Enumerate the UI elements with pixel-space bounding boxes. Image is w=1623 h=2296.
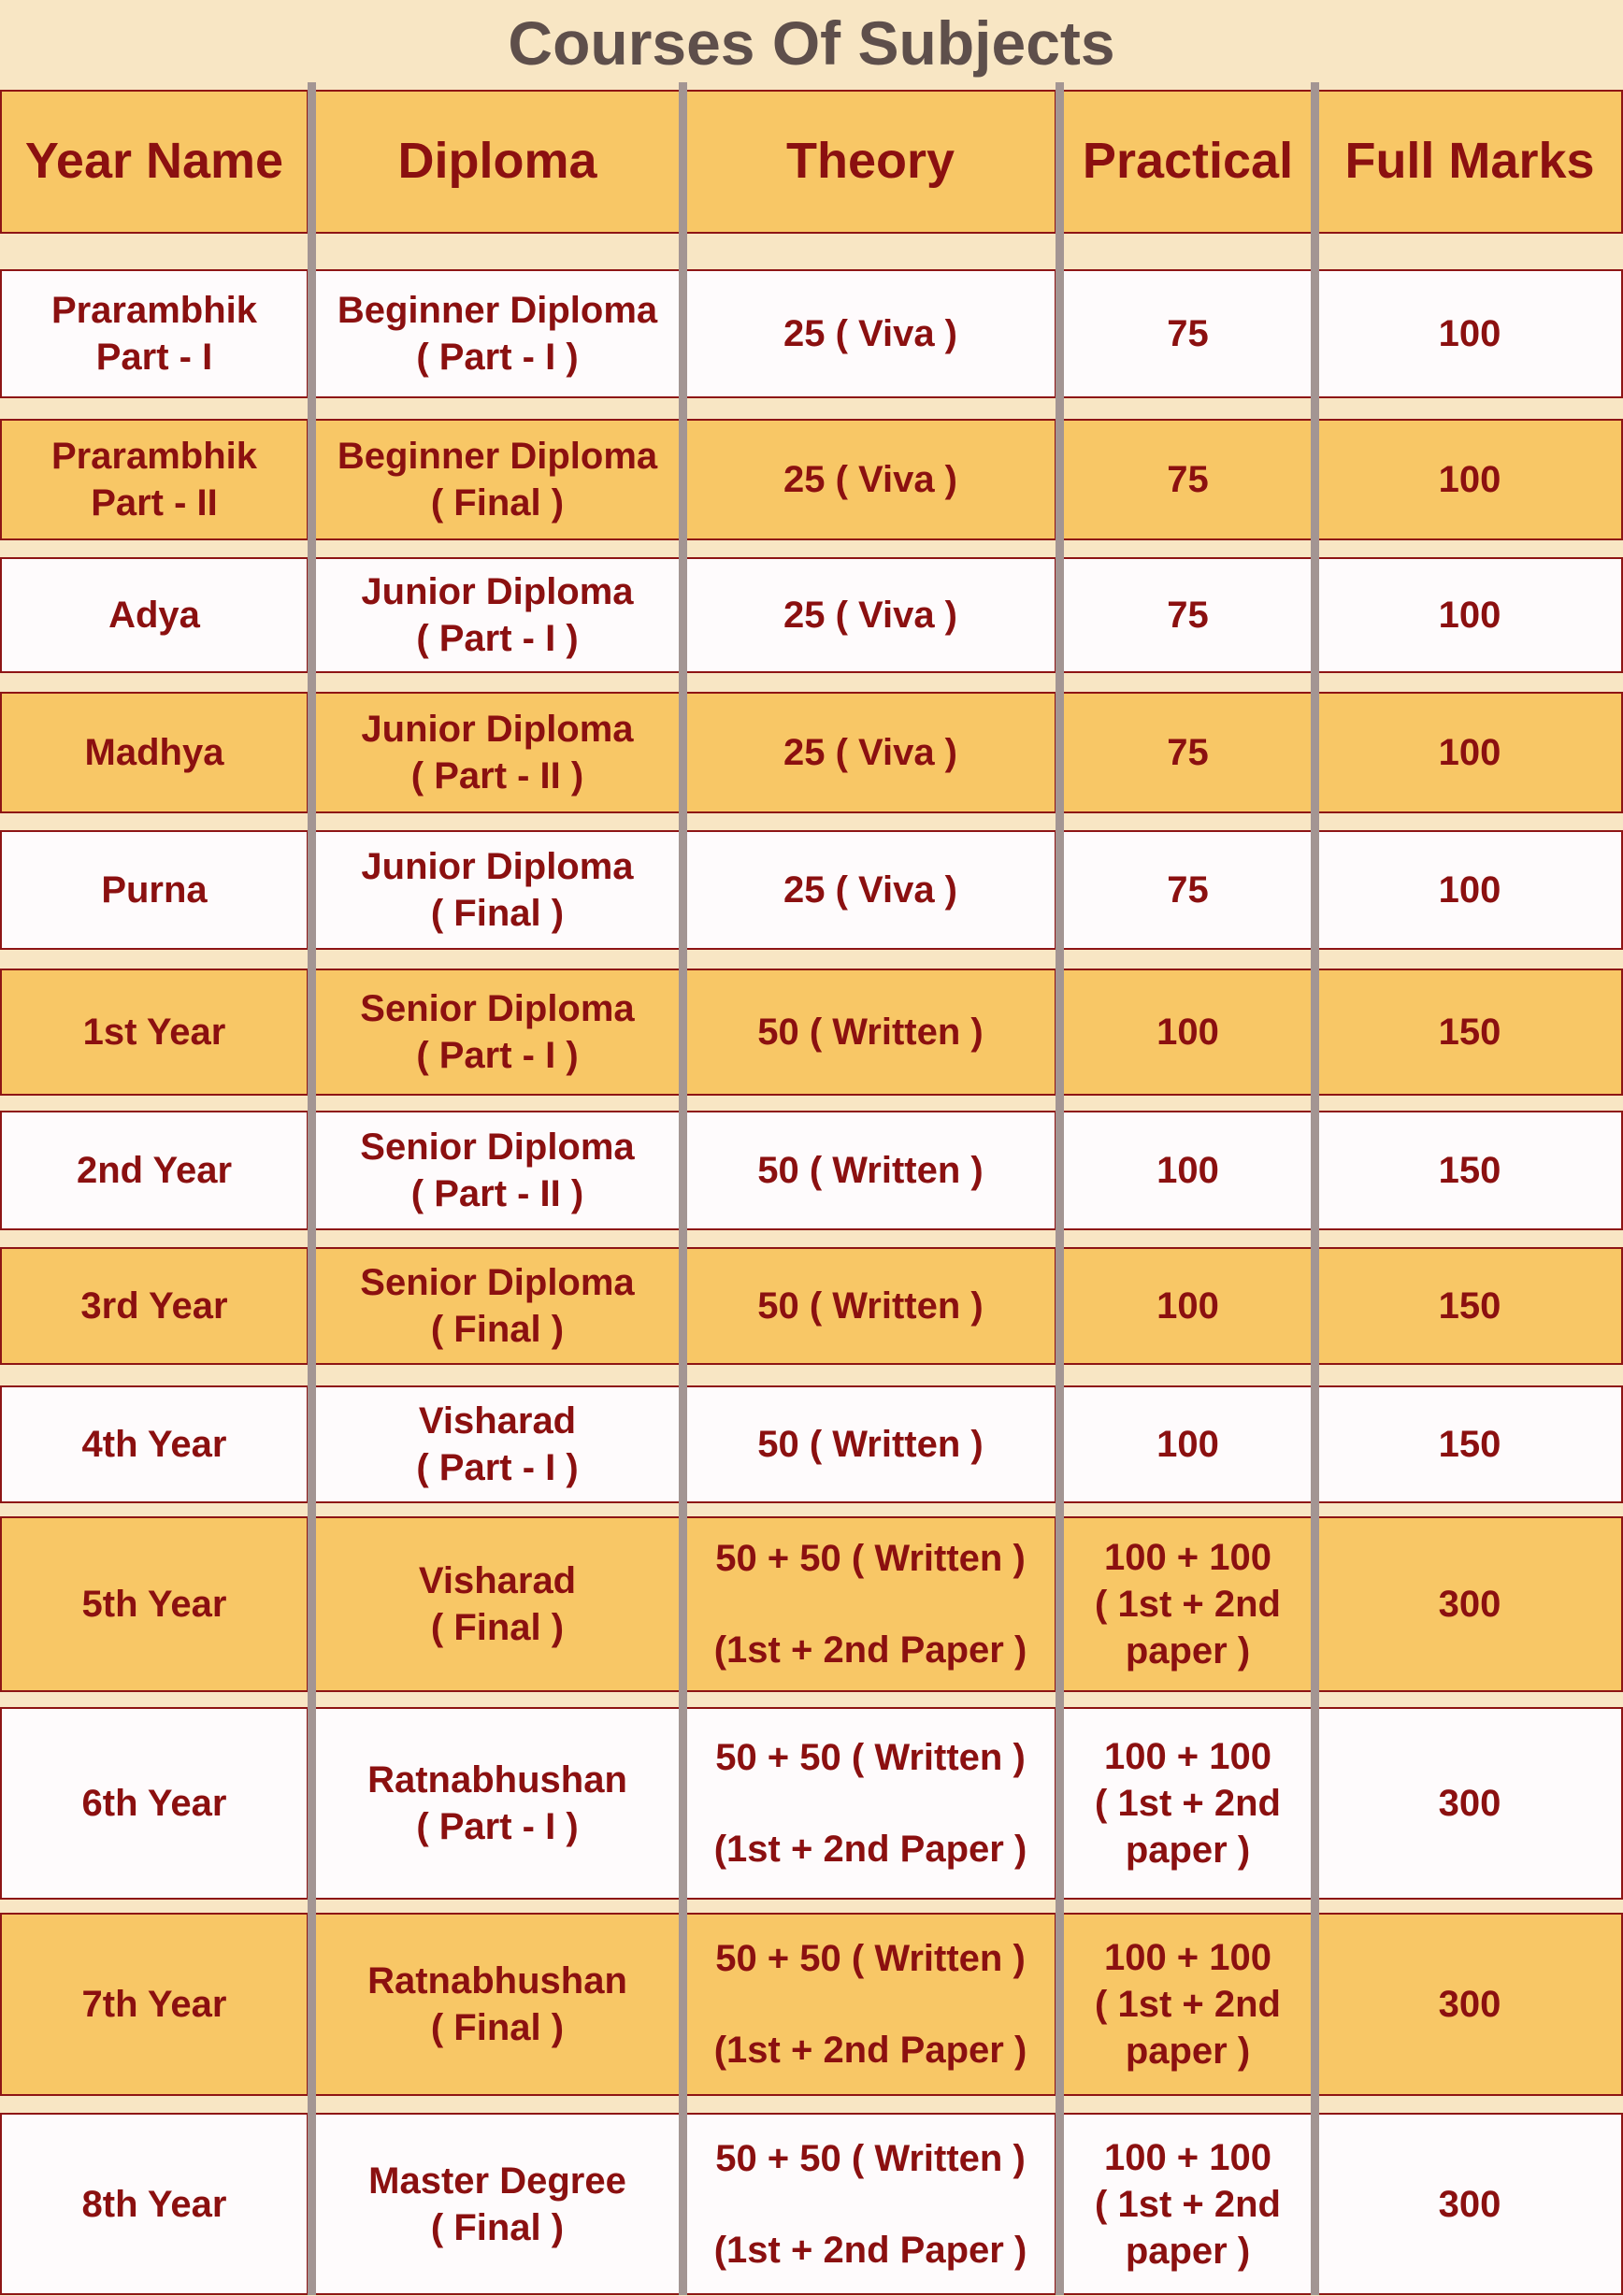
cell-theory-text: 50 + 50 ( Written ) (1st + 2nd Paper ) (713, 1538, 1027, 1671)
cell-diploma (314, 269, 681, 398)
cell-theory-text: 50 + 50 ( Written ) (1st + 2nd Paper ) (713, 2137, 1027, 2271)
page-title: Courses Of Subjects (508, 8, 1115, 78)
cell-practical (1061, 1913, 1314, 2096)
cell-year-text: 6th Year (81, 1783, 227, 1824)
cell-full-marks (1316, 830, 1623, 950)
cell-theory (684, 557, 1056, 673)
cell-year-text: Madhya (84, 732, 224, 773)
cell-practical-text: 75 (1167, 313, 1209, 354)
cell-theory (684, 419, 1056, 540)
cell-year-text: 5th Year (81, 1584, 227, 1625)
cell-diploma-text: Junior Diploma ( Part - I ) (361, 571, 634, 659)
cell-diploma-text: Junior Diploma ( Final ) (361, 846, 634, 934)
cell-practical-text: 100 + 100 ( 1st + 2nd paper ) (1095, 1736, 1281, 1871)
cell-practical-text: 100 (1156, 1285, 1219, 1327)
cell-year-text: 3rd Year (80, 1285, 228, 1327)
cell-diploma-text: Junior Diploma ( Part - II ) (361, 709, 634, 796)
cell-practical (1061, 1707, 1314, 1900)
cell-practical-text: 100 + 100 ( 1st + 2nd paper ) (1095, 1537, 1281, 1672)
cell-year (0, 830, 309, 950)
cell-full-marks (1316, 1385, 1623, 1503)
cell-year-text: 2nd Year (76, 1150, 233, 1191)
cell-theory-text: 50 ( Written ) (757, 1150, 984, 1191)
cell-full-marks-text: 100 (1438, 869, 1501, 911)
cell-theory-text: 25 ( Viva ) (783, 459, 958, 500)
cell-theory (684, 1385, 1056, 1503)
cell-theory (684, 1707, 1056, 1900)
cell-theory-text: 25 ( Viva ) (783, 869, 958, 911)
cell-full-marks-text: 300 (1438, 1584, 1501, 1625)
cell-year (0, 1913, 309, 2096)
cell-theory-text: 25 ( Viva ) (783, 595, 958, 636)
cell-practical (1061, 1111, 1314, 1230)
cell-year-text: 4th Year (81, 1424, 227, 1465)
cell-full-marks-text: 150 (1438, 1012, 1501, 1053)
cell-year (0, 557, 309, 673)
header-practical-text: Practical (1082, 133, 1294, 190)
cell-practical-text: 100 (1156, 1150, 1219, 1191)
cell-theory (684, 1247, 1056, 1365)
cell-practical (1061, 969, 1314, 1096)
cell-practical-text: 75 (1167, 732, 1209, 773)
cell-diploma (314, 419, 681, 540)
cell-year (0, 692, 309, 813)
cell-full-marks (1316, 1707, 1623, 1900)
cell-full-marks-text: 100 (1438, 459, 1501, 500)
cell-diploma-text: Visharad ( Final ) (418, 1560, 577, 1648)
cell-theory (684, 2113, 1056, 2295)
cell-full-marks-text: 300 (1438, 1783, 1501, 1824)
cell-theory (684, 830, 1056, 950)
cell-full-marks-text: 150 (1438, 1285, 1501, 1327)
header-theory-text: Theory (785, 133, 955, 190)
cell-practical-text: 75 (1167, 459, 1209, 500)
header-full-marks-text: Full Marks (1344, 133, 1595, 190)
cell-year-text: Adya (108, 595, 200, 636)
cell-year-text: 7th Year (81, 1984, 227, 2025)
cell-full-marks-text: 300 (1438, 2183, 1501, 2225)
column-divider (1056, 82, 1064, 2295)
cell-theory-text: 50 + 50 ( Written ) (1st + 2nd Paper ) (713, 1737, 1027, 1870)
cell-year (0, 1111, 309, 1230)
cell-diploma-text: Ratnabhushan ( Part - I ) (367, 1759, 627, 1847)
cell-diploma (314, 1707, 681, 1900)
cell-full-marks-text: 100 (1438, 595, 1501, 636)
cell-full-marks (1316, 1247, 1623, 1365)
header-full-marks (1316, 90, 1623, 234)
cell-diploma-text: Master Degree ( Final ) (368, 2160, 626, 2248)
header-theory (684, 90, 1056, 234)
cell-practical (1061, 2113, 1314, 2295)
cell-theory (684, 1913, 1056, 2096)
header-diploma-text: Diploma (397, 133, 597, 190)
cell-year (0, 2113, 309, 2295)
column-divider (308, 82, 316, 2295)
header-diploma (314, 90, 681, 234)
cell-full-marks (1316, 969, 1623, 1096)
cell-full-marks (1316, 2113, 1623, 2295)
column-divider (679, 82, 687, 2295)
cell-year (0, 1707, 309, 1900)
cell-practical (1061, 269, 1314, 398)
cell-full-marks (1316, 419, 1623, 540)
cell-diploma (314, 1111, 681, 1230)
column-divider (1311, 82, 1319, 2295)
cell-full-marks (1316, 1913, 1623, 2096)
cell-year (0, 269, 309, 398)
cell-year (0, 1247, 309, 1365)
cell-diploma-text: Beginner Diploma ( Part - I ) (337, 290, 658, 378)
cell-diploma (314, 557, 681, 673)
cell-practical (1061, 1247, 1314, 1365)
cell-theory-text: 50 + 50 ( Written ) (1st + 2nd Paper ) (713, 1938, 1027, 2071)
cell-year (0, 1516, 309, 1692)
cell-diploma-text: Ratnabhushan ( Final ) (367, 1960, 627, 2048)
cell-year (0, 1385, 309, 1503)
cell-diploma-text: Beginner Diploma ( Final ) (337, 436, 658, 524)
cell-theory-text: 25 ( Viva ) (783, 732, 958, 773)
cell-full-marks (1316, 269, 1623, 398)
cell-theory (684, 269, 1056, 398)
cell-full-marks-text: 300 (1438, 1984, 1501, 2025)
cell-practical (1061, 1385, 1314, 1503)
cell-year-text: 8th Year (81, 2183, 227, 2225)
cell-full-marks-text: 100 (1438, 313, 1501, 354)
cell-full-marks (1316, 557, 1623, 673)
cell-theory (684, 692, 1056, 813)
cell-year-text: Prarambhik Part - II (50, 436, 258, 524)
cell-practical (1061, 557, 1314, 673)
cell-practical-text: 75 (1167, 869, 1209, 911)
cell-theory (684, 1111, 1056, 1230)
cell-full-marks-text: 150 (1438, 1150, 1501, 1191)
cell-practical (1061, 1516, 1314, 1692)
cell-full-marks-text: 100 (1438, 732, 1501, 773)
cell-diploma (314, 1247, 681, 1365)
cell-diploma-text: Senior Diploma ( Part - I ) (360, 988, 635, 1076)
cell-theory-text: 50 ( Written ) (757, 1285, 984, 1327)
cell-practical (1061, 830, 1314, 950)
cell-diploma (314, 692, 681, 813)
cell-practical (1061, 419, 1314, 540)
cell-practical-text: 100 (1156, 1424, 1219, 1465)
header-year (0, 90, 309, 234)
header-practical (1061, 90, 1314, 234)
cell-full-marks (1316, 1111, 1623, 1230)
cell-theory-text: 25 ( Viva ) (783, 313, 958, 354)
header-year-text: Year Name (24, 133, 284, 190)
cell-full-marks-text: 150 (1438, 1424, 1501, 1465)
cell-diploma (314, 1516, 681, 1692)
cell-diploma-text: Senior Diploma ( Final ) (360, 1262, 635, 1350)
cell-diploma (314, 830, 681, 950)
cell-full-marks (1316, 692, 1623, 813)
cell-year (0, 419, 309, 540)
cell-practical-text: 100 + 100 ( 1st + 2nd paper ) (1095, 2136, 1281, 2272)
cell-diploma (314, 1385, 681, 1503)
cell-diploma (314, 2113, 681, 2295)
cell-year (0, 969, 309, 1096)
cell-practical-text: 100 (1156, 1012, 1219, 1053)
cell-year-text: 1st Year (82, 1012, 226, 1053)
cell-practical (1061, 692, 1314, 813)
cell-diploma-text: Senior Diploma ( Part - II ) (360, 1126, 635, 1214)
cell-practical-text: 100 + 100 ( 1st + 2nd paper ) (1095, 1937, 1281, 2072)
cell-full-marks (1316, 1516, 1623, 1692)
cell-diploma (314, 969, 681, 1096)
cell-year-text: Prarambhik Part - I (50, 290, 258, 378)
cell-year-text: Purna (101, 869, 208, 911)
cell-theory-text: 50 ( Written ) (757, 1012, 984, 1053)
cell-practical-text: 75 (1167, 595, 1209, 636)
cell-theory (684, 969, 1056, 1096)
cell-diploma-text: Visharad ( Part - I ) (416, 1400, 579, 1488)
cell-theory-text: 50 ( Written ) (757, 1424, 984, 1465)
cell-theory (684, 1516, 1056, 1692)
cell-diploma (314, 1913, 681, 2096)
